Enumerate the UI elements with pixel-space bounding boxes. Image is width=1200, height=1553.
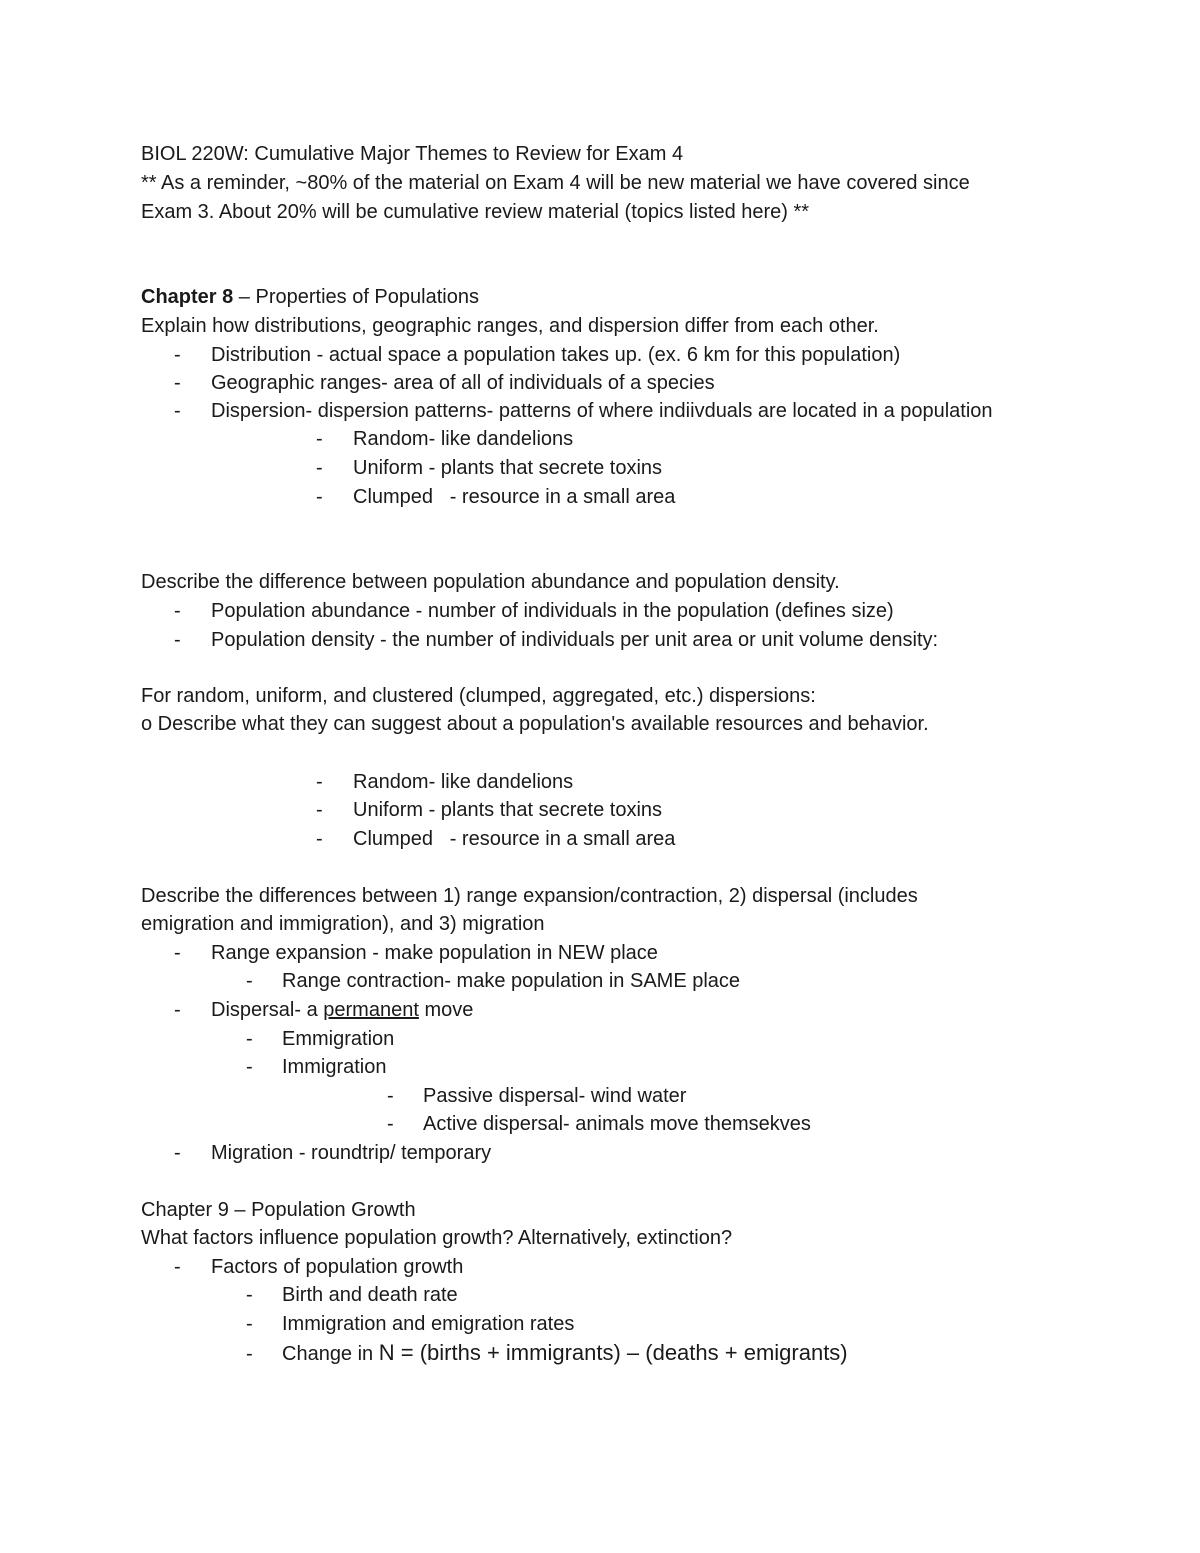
bullet-dash: - <box>246 1028 253 1050</box>
list-item: Passive dispersal- wind water <box>423 1085 687 1107</box>
list-item: Uniform - plants that secrete toxins <box>353 457 663 479</box>
list-item: Birth and death rate <box>282 1284 458 1306</box>
list-item: Uniform - plants that secrete toxins <box>353 799 663 821</box>
bullet-dash: - <box>316 771 323 793</box>
chapter-8-heading <box>141 283 479 311</box>
ch9-question-1: What factors influence population growth? Alternatively, extinction? <box>141 1227 733 1249</box>
list-item <box>282 1339 848 1368</box>
ch8-question-2: Describe the difference between population abundance and population density. <box>141 571 840 593</box>
list-item: Population abundance - number of individuals in the population (defines size) <box>211 600 894 622</box>
bullet-dash: - <box>174 999 181 1021</box>
doc-title: BIOL 220W: Cumulative Major Themes to Review for Exam 4 <box>141 143 684 165</box>
bullet-dash: - <box>174 629 181 651</box>
bullet-dash: - <box>174 344 181 366</box>
list-item: Clumped - resource in a small area <box>353 828 676 850</box>
bullet-dash: - <box>316 486 323 508</box>
list-item: Random- like dandelions <box>353 428 574 450</box>
ch8-question-1: Explain how distributions, geographic ranges, and dispersion differ from each other. <box>141 315 879 337</box>
list-item: Dispersion- dispersion patterns- patterns of where indiivduals are located in a population <box>211 400 993 422</box>
bullet-dash: - <box>246 1313 253 1335</box>
chapter-8-title: – Properties of Populations <box>233 286 479 308</box>
chapter-9-heading: Chapter 9 – Population Growth <box>141 1199 416 1221</box>
list-item: Immigration and emigration rates <box>282 1313 575 1335</box>
permanent-underlined: permanent <box>323 999 419 1021</box>
list-item: Immigration <box>282 1056 387 1078</box>
bullet-dash: - <box>316 828 323 850</box>
bullet-dash: - <box>174 1142 181 1164</box>
reminder-line-2: Exam 3. About 20% will be cumulative review material (topics listed here) ** <box>141 201 810 223</box>
bullet-dash: - <box>316 457 323 479</box>
bullet-dash: - <box>246 1284 253 1306</box>
list-item: Factors of population growth <box>211 1256 464 1278</box>
change-in-text: Change in <box>282 1343 379 1365</box>
list-item: Distribution - actual space a population takes up. (ex. 6 km for this population) <box>211 344 901 366</box>
dispersal-move: move <box>418 999 474 1021</box>
bullet-dash: - <box>316 799 323 821</box>
list-item <box>211 996 473 1024</box>
list-item: Range expansion - make population in NEW place <box>211 942 658 964</box>
list-item: Random- like dandelions <box>353 771 574 793</box>
list-item: Clumped - resource in a small area <box>353 486 676 508</box>
chapter-8-label: Chapter 8 <box>141 286 234 308</box>
list-item: Emmigration <box>282 1028 395 1050</box>
bullet-dash: - <box>174 942 181 964</box>
bullet-dash: - <box>174 1256 181 1278</box>
list-item: Active dispersal- animals move themsekves <box>423 1113 811 1135</box>
change-equation: N = (births + immigrants) – (deaths + emigrants) <box>378 1340 848 1365</box>
bullet-dash: - <box>174 400 181 422</box>
list-item: Migration - roundtrip/ temporary <box>211 1142 492 1164</box>
bullet-dash: - <box>387 1085 394 1107</box>
ch8-question-3-line-1: For random, uniform, and clustered (clumped, aggregated, etc.) dispersions: <box>141 685 816 707</box>
bullet-dash: - <box>387 1113 394 1135</box>
list-item: Range contraction- make population in SAME place <box>282 970 741 992</box>
ch8-question-4-line-2: emigration and immigration), and 3) migration <box>141 913 545 935</box>
bullet-dash: - <box>174 372 181 394</box>
ch8-question-4-line-1: Describe the differences between 1) range expansion/contraction, 2) dispersal (includes <box>141 885 918 907</box>
bullet-dash: - <box>246 970 253 992</box>
bullet-dash: - <box>174 600 181 622</box>
list-item: Population density - the number of individuals per unit area or unit volume density: <box>211 629 939 651</box>
dispersal-text: Dispersal- a <box>211 999 324 1021</box>
reminder-line-1: ** As a reminder, ~80% of the material on Exam 4 will be new material we have covered since <box>141 172 970 194</box>
ch8-question-3-line-2: o Describe what they can suggest about a population's available resources and behavior. <box>141 713 929 735</box>
bullet-dash: - <box>246 1343 253 1365</box>
bullet-dash: - <box>316 428 323 450</box>
bullet-dash: - <box>246 1056 253 1078</box>
list-item: Geographic ranges- area of all of individuals of a species <box>211 372 715 394</box>
